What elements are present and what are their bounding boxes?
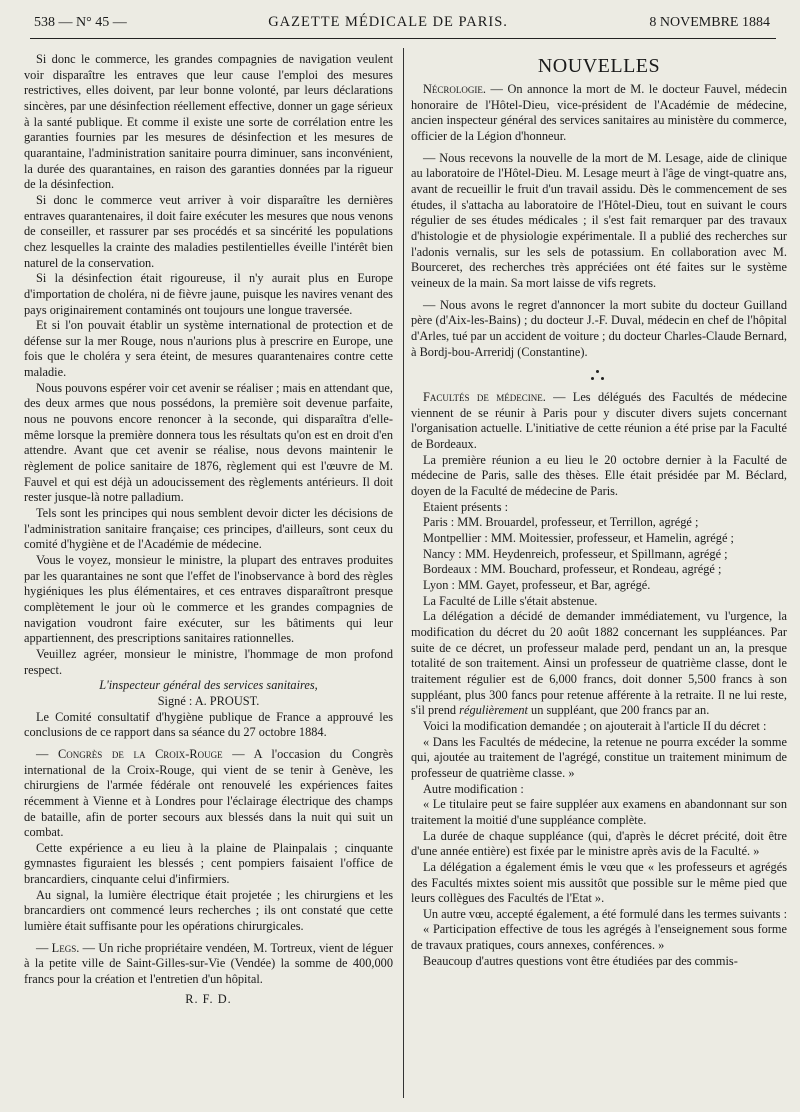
news-item-text: — A l'occasion du Congrès international de la Croix-Rouge, qui vient de se tenir à Genève, les chirurgiens de l'armée fédérale ont renouvelé les expériences faites récemment à Vienne et à Londres pour l'éclairage électrique des champs de bataille, afin de porter secours aux blessés dans la nuit qui suit un combat.: [24, 746, 393, 840]
paragraph: Vous le voyez, monsieur le ministre, la plupart des entraves produites par les quarantaines ne sont que l'effet de l'inobservance à bord des règles hygiéniques les plus élémentaires, et ces entraves disparaîtront presque complètement le jour où le commerce et les grandes compagnies de navigation voudront faire exécuter, sur les bâtiments qui leur appartiennent, des prescriptions sanitaires rationnelles.: [24, 553, 393, 646]
paragraph: — Nous recevons la nouvelle de la mort de M. Lesage, aide de clinique au laboratoire de l'Hôtel-Dieu. M. Lesage meurt à l'âge de vingt-quatre ans, avant de recueillir le fruit d'un travail assidu. Dès le commencement de ses études, il s'attacha au laboratoire de l'Hôtel-Dieu, tout en suivant le cours régulier de ses études médicales ; il s'est fait remarquer par des travaux d'histologie et de physiologie expérimentale. Il a publié des recherches sur l'adonis vernalis, sur les sels de potassium. En collaboration avec M. Bourceret, des recherches très appréciées ont été faites sur le système veineux de la main. Sa mort laisse de vifs regrets.: [411, 150, 787, 290]
quotation: La durée de chaque suppléance (qui, d'après le décret précité, doit être d'une année entière) est fixée par le ministre après avis de la Faculté. »: [411, 828, 787, 859]
paragraph: Un autre vœu, accepté également, a été formulé dans les termes suivants :: [423, 906, 788, 921]
paragraph: Le Comité consultatif d'hygiène publique de France a approuvé les conclusions de ce rapport dans sa séance du 27 octobre 1884.: [24, 709, 393, 740]
paragraph: La délégation a également émis le vœu que « les professeurs et agrégés des Facultés mixtes soient mis aussitôt que possible sur le même pied que leurs collègues des Facultés de l'Etat ».: [411, 859, 787, 906]
signature-title: L'inspecteur général des services sanitaires,: [99, 678, 318, 693]
section-separator-dots: [411, 360, 787, 390]
news-item-text: — Les délégués des Facultés de médecine viennent de se réunir à Paris pour y discuter divers sujets concernant l'organisation actuelle. L'initiative de cette réunion a été prise par la Faculté de Bordeaux.: [411, 390, 787, 452]
paragraph: Nous pouvons espérer voir cet avenir se réaliser ; mais en attendant que, des deux armes que nous possédons, la première soit devenue parfaite, nous ne pouvons encore renoncer à la seconde, qui disparaîtra d'elle-même lorsque la première donnera tous les résultats qu'on est en droit d'en attendre. Avant que cet avenir se réalise, nous devons maintenir le règlement de police sanitaire de 1876, règlement qui est l'œuvre de M. Fauvel et qui est déjà un adoucissement des règlements antérieurs. Il doit rester jusque-là notre palladium.: [24, 380, 393, 505]
column-divider: [403, 48, 404, 1098]
paragraph-text: un suppléant, que 200 francs par an.: [527, 703, 710, 718]
list-item: Bordeaux : MM. Bouchard, professeur, et Rondeau, agrégé ;: [423, 562, 722, 577]
news-item-necrologie: [411, 82, 787, 145]
news-item-legs: [24, 941, 393, 988]
paragraph: Autre modification :: [423, 781, 524, 796]
list-item: Nancy : MM. Heydenreich, professeur, et Spillmann, agrégé ;: [423, 546, 728, 561]
page-header: [34, 14, 770, 34]
list-item: Paris : MM. Brouardel, professeur, et Terrillon, agrégé ;: [423, 515, 699, 530]
paragraph: Beaucoup d'autres questions vont être étudiées par des commis-: [423, 953, 738, 968]
journal-title: GAZETTE MÉDICALE DE PARIS.: [268, 14, 508, 30]
news-item-facultes: [411, 390, 787, 453]
paragraph: [411, 609, 787, 719]
paragraph: Tels sont les principes qui nous semblent devoir dicter les décisions de l'administration sanitaire française; ces principes, d'ailleurs, sont ceux du comité d'hygiène et de l'Académie de médecine.: [24, 506, 393, 552]
paragraph: Si la désinfection était rigoureuse, il n'y aurait plus en Europe d'importation de choléra, ni de fièvre jaune, puisque les navires venant des pays originairement contaminés ont toujours une longue traversée.: [24, 271, 393, 317]
paragraph: Voici la modification demandée ; on ajouterait à l'article II du décret :: [423, 718, 767, 733]
section-title: NOUVELLES: [537, 55, 661, 77]
news-item-croix-rouge: [24, 747, 393, 841]
quotation: « Le titulaire peut se faire suppléer aux examens en abandonnant sur son traitement la moitié d'une suppléance complète.: [411, 797, 787, 827]
paragraph: Etaient présents :: [423, 499, 509, 514]
emphasis-text: régulièrement: [459, 703, 528, 718]
quotation: « Dans les Facultés de médecine, la retenue ne pourra excéder la somme qui, ajoutée au traitement de l'agrégé, constitue un traitement minimum de professeur de quatrième classe. »: [411, 734, 787, 780]
news-item-text: — Un riche propriétaire vendéen, M. Tortreux, vient de léguer à la petite ville de Saint-Gilles-sur-Vie (Vendée) la somme de 400,000 francs pour la création et l'entretien d'un hôpital.: [24, 940, 393, 987]
list-item: Montpellier : MM. Moitessier, professeur, et Hamelin, agrégé ;: [423, 531, 734, 546]
page-number-and-issue: [34, 15, 127, 31]
news-item-heading: — Congrès de la Croix-Rouge: [36, 746, 223, 761]
news-item-heading: — Legs.: [36, 940, 80, 955]
author-initials: R. F. D.: [185, 991, 232, 1006]
paragraph: Veuillez agréer, monsieur le ministre, l'hommage de mon profond respect.: [24, 646, 393, 677]
paragraph: Et si l'on pouvait établir un système international de protection et de défense sur la mer Rouge, nous n'aurions plus à prescrire en Europe, une fois que le choléra y sera éteint, de mesures quarantenaires contre cette maladie.: [24, 318, 393, 380]
news-item-text: — On annonce la mort de M. le docteur Fauvel, médecin honoraire de l'Hôtel-Dieu, vice-président de l'Académie de médecine, ancien inspecteur général des services sanitaires au ministère du commerce, officier de la Légion d'honneur.: [411, 82, 787, 143]
issue-number: — N° 45 —: [58, 15, 127, 30]
paragraph: — Nous avons le regret d'annoncer la mort subite du docteur Guilland père (d'Aix-les-Bains) ; du docteur J.-F. Duval, médecin en chef de l'hôpital d'Arles, tué par un accident de voiture ; du docteur Charles-Claude Bernard, à Bordj-bou-Arreridj (Constantine).: [411, 297, 787, 359]
quotation: « Participation effective de tous les agrégés à l'enseignement sous forme de travaux pratiques, cours annexes, conférences. »: [411, 922, 787, 953]
left-column: [24, 52, 393, 1007]
paragraph: Si donc le commerce, les grandes compagnies de navigation veulent voir disparaître les entraves que leur cause l'emploi des mesures restrictives, elles doivent, par leur bonne volonté, par leurs déclarations sincères, par une désinfection réellement effective, donner un gage sérieux à la santé publique. Et comme il existe une sorte de corrélation entre les garanties fournies par les mesures de désinfection et les mesures de quarantaine, l'administration sanitaire pourra diminuer, sans inconvénient, la durée des quarantaines, en raison des garanties données par la rigueur de la désinfection.: [24, 52, 393, 192]
right-column: [411, 52, 787, 969]
paragraph: Au signal, la lumière électrique était projetée ; les chirurgiens et les brancardiers ont commencé leurs recherches ; ils ont constaté que cette lumière était suffisante pour les opérations chirurgicales.: [24, 887, 393, 934]
list-item: La Faculté de Lille s'était abstenue.: [423, 593, 598, 608]
paragraph-text: La délégation a décidé de demander immédiatement, vu l'urgence, la modification du décret du 20 août 1882 concernant les suppléances. Par suite de ce décret, un professeur malade perd, pendant un an, la presque totalité de son traitement. Ainsi un professeur de quatrième classe, dont le traitement régulier est de 6,000 francs, doit donner 5,500 francs à son suppléant, plus 300 fancs pour retenue afférente à la retraite. Il ne lui reste, s'il prend: [411, 609, 787, 718]
issue-date: 8 NOVEMBRE 1884: [649, 15, 770, 30]
news-item-heading: Nécrologie.: [423, 82, 486, 96]
paragraph: Cette expérience a eu lieu à la plaine de Plainpalais ; cinquante gymnastes figuraient les blessés ; cent pompiers faisaient l'office de brancardiers, cinquante celui d'infirmiers.: [24, 840, 393, 887]
paragraph: La première réunion a eu lieu le 20 octobre dernier à la Faculté de médecine de Paris, salle des thèses. Elle était présidée par M. Béclard, doyen de la Faculté de médecine de Paris.: [411, 452, 787, 499]
header-rule: [30, 38, 776, 39]
list-item: Lyon : MM. Gayet, professeur, et Bar, agrégé.: [423, 578, 651, 593]
paragraph: Si donc le commerce veut arriver à voir disparaître les dernières entraves quarantenaires, il doit faire exécuter les mesures que nous venons de conseiller, et rassurer par ses procédés et sa sincérité les populations chez lesquelles la crainte des maladies pestilentielles éveille l'intérêt bien naturel de la conservation.: [24, 192, 393, 270]
news-item-heading: Facultés de médecine.: [423, 390, 546, 405]
page-number: 538: [34, 15, 55, 30]
signature-name: Signé : A. PROUST.: [157, 693, 260, 708]
